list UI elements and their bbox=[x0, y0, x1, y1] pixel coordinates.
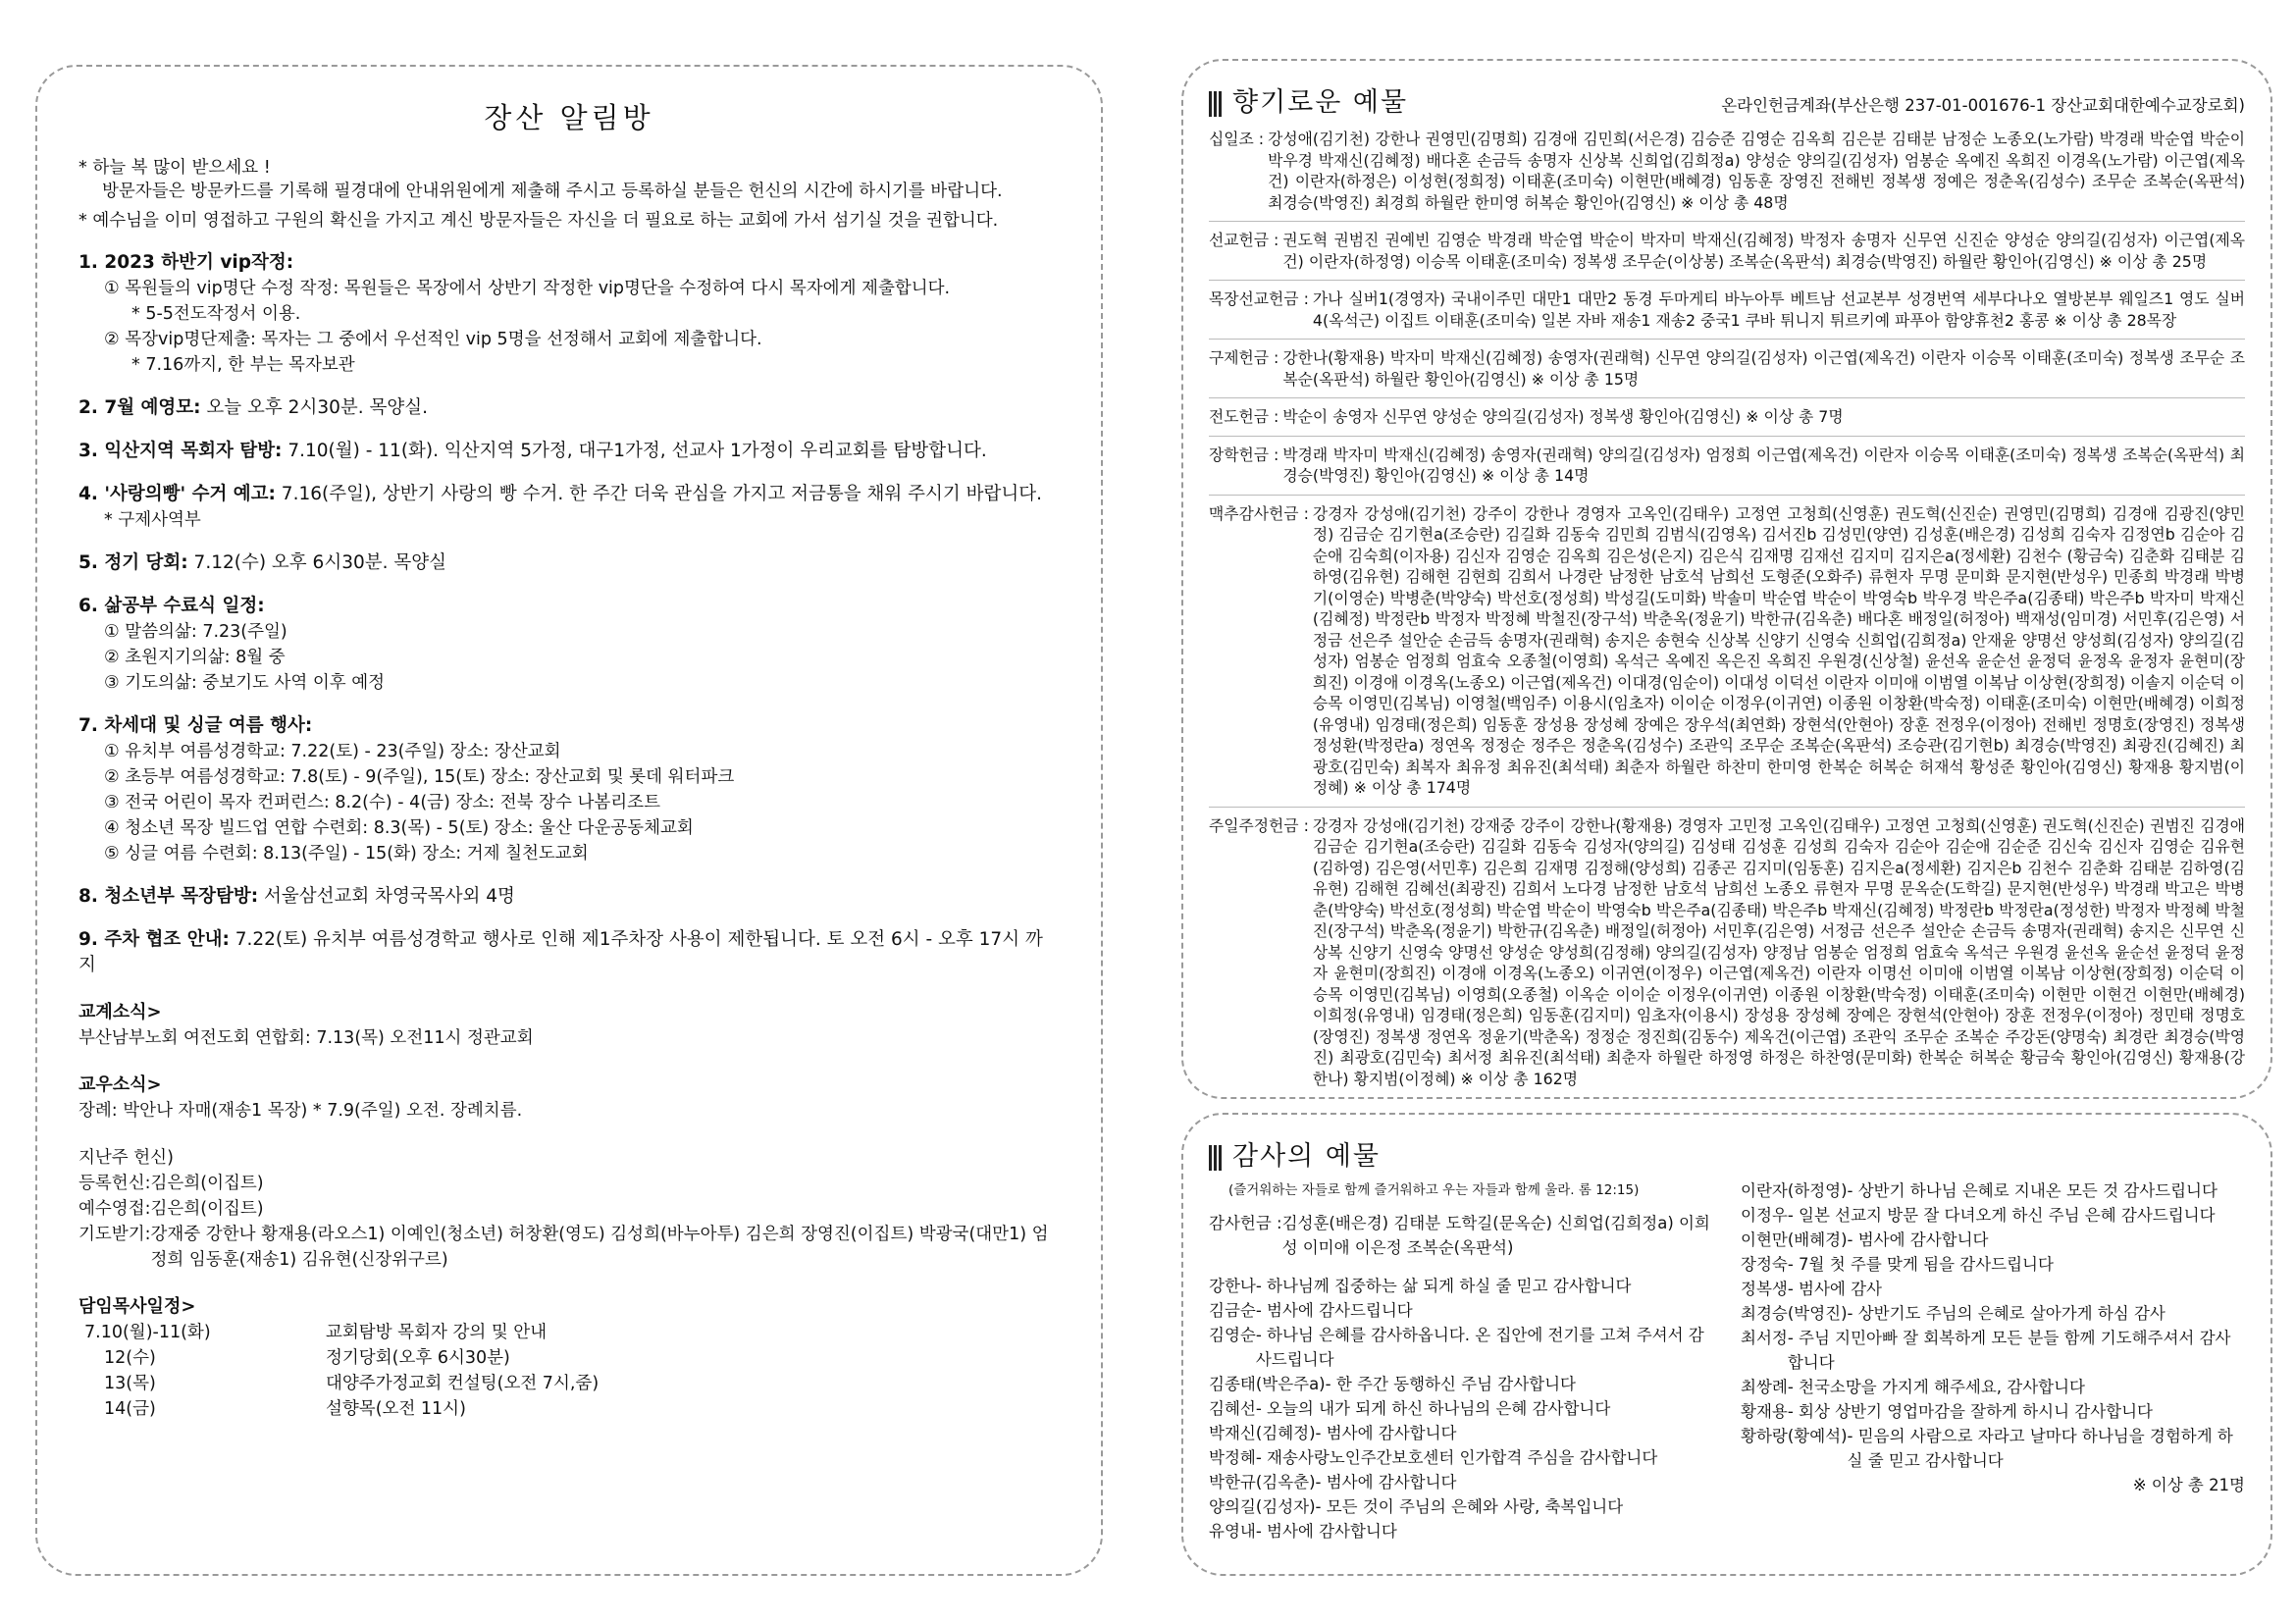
offering-label: 장학헌금 : bbox=[1209, 445, 1279, 464]
offering-names: 가나 실버1(경영자) 국내이주민 대만1 대만2 동경 두마게티 바누아투 베트남 선교본부 성경번역 세부다나오 열방본부 웨일즈1 영도 실버4(옥석근) 이집트 이태훈(조미숙) 일본 자바 재송1 재송2 중국1 쿠바 튀니지 튀르키예 파푸아 함양휴천2 홍콩 ※ 이상 총 28목장 bbox=[1312, 289, 2245, 330]
notice-sub-item: ① 목원들의 vip명단 수정 작정: 목원들은 목장에서 상반기 작정한 vip명단을 수정하여 다시 목자에게 제출합니다. bbox=[104, 279, 951, 298]
notice-item bbox=[78, 439, 1060, 464]
notice-item-body: 오늘 오후 2시30분. 목양실. bbox=[200, 397, 428, 418]
dedication-value: 김은희(이집트) bbox=[150, 1199, 264, 1219]
notice-item bbox=[78, 884, 1060, 910]
thanks-entry-message: - 모든 것이 주님의 은혜와 사랑, 축복입니다 bbox=[1315, 1497, 1624, 1516]
thanks-entry bbox=[1741, 1178, 2245, 1203]
notice-item-heading bbox=[78, 927, 1060, 978]
notice-board-panel bbox=[35, 65, 1103, 1576]
dedication-row bbox=[78, 1171, 1060, 1196]
notice-sub-item: ③ 기도의삶: 중보기도 사역 이후 예정 bbox=[104, 673, 386, 693]
dedication-label: 기도받기: bbox=[78, 1225, 151, 1244]
offering-rows bbox=[1209, 129, 2245, 1089]
thanks-offering-label: 감사헌금 : bbox=[1209, 1214, 1282, 1232]
row-divider bbox=[1209, 495, 2245, 496]
offering-header bbox=[1209, 80, 2245, 119]
thanks-right-list bbox=[1741, 1178, 2245, 1473]
title-bar-icon bbox=[1209, 91, 1223, 117]
schedule-row bbox=[78, 1345, 1060, 1371]
notice-item-title: 5. 정기 당회: bbox=[78, 552, 188, 573]
offering-row bbox=[1209, 406, 2245, 428]
thanks-entry bbox=[1209, 1323, 1713, 1372]
notice-item bbox=[78, 594, 1060, 696]
church-news-heading: 교계소식> bbox=[78, 1002, 162, 1022]
row-divider bbox=[1209, 397, 2245, 398]
notice-item-heading bbox=[78, 439, 1060, 464]
thanks-entry-message: - 범사에 감사합니다 bbox=[1315, 1473, 1457, 1492]
thanks-entry-message: - 주님 지민아빠 잘 회복하게 모든 분들 함께 기도해주셔서 감사합니다 bbox=[1787, 1329, 2231, 1372]
notice-line: * 예수님을 이미 영접하고 구원의 확신을 가지고 계신 방문자들은 자신을 더 필요로 하는 교회에 가서 섬기실 것을 권합니다. bbox=[78, 211, 999, 231]
notice-item-title: 8. 청소년부 목장탐방: bbox=[78, 886, 259, 907]
notice-item bbox=[78, 927, 1060, 978]
thanks-entry bbox=[1209, 1494, 1713, 1519]
offering-row bbox=[1209, 815, 2245, 1090]
offering-label: 구제헌금 : bbox=[1209, 348, 1279, 367]
notice-sub-item: ③ 전국 어린이 목자 컨퍼런스: 8.2(수) - 4(금) 장소: 전북 장수 나봄리조트 bbox=[104, 793, 660, 812]
thanks-left-column bbox=[1209, 1178, 1713, 1544]
offering-names: 강한나(황재용) 박자미 박재신(김혜정) 송영자(권래혁) 신무연 양의길(김성자) 이근엽(제옥건) 이란자 이승목 이태훈(조미숙) 정복생 조무순 조복순(옥판석) 하월란 황인아(김영신) ※ 이상 총 15명 bbox=[1282, 348, 2245, 389]
thanks-entry-name: 최서정 bbox=[1741, 1329, 1788, 1347]
row-divider bbox=[1209, 221, 2245, 222]
offering-row bbox=[1209, 445, 2245, 487]
notice-item-heading bbox=[78, 884, 1060, 910]
row-divider bbox=[1209, 280, 2245, 281]
thanks-total: ※ 이상 총 21명 bbox=[2132, 1476, 2245, 1494]
notice-line: * 하늘 복 많이 받으세요 ! bbox=[78, 158, 271, 178]
notice-item-body: 7.16(주일), 상반기 사랑의 빵 수거. 한 주간 더욱 관심을 가지고 저금통을 채워 주시기 바랍니다. bbox=[275, 484, 1043, 504]
thanks-entry-name: 김종태(박은주a) bbox=[1209, 1375, 1326, 1393]
offering-names: 박순이 송영자 신무연 양성순 양의길(김성자) 정복생 황인아(김영신) ※ 이상 총 7명 bbox=[1282, 407, 1844, 426]
notice-sub-item: ① 말씀의삶: 7.23(주일) bbox=[104, 622, 287, 642]
thanks-entry-message: - 하나님께 집중하는 삶 되게 하실 줄 믿고 감사합니다 bbox=[1255, 1277, 1632, 1295]
offering-label: 전도헌금 : bbox=[1209, 407, 1279, 426]
notice-item-title: 7. 차세대 및 싱글 여름 행사: bbox=[78, 715, 313, 736]
thanks-entry bbox=[1741, 1326, 2245, 1375]
dedication-label: 등록헌신: bbox=[78, 1174, 151, 1193]
notice-sub-item: ① 유치부 여름성경학교: 7.22(토) - 23(주일) 장소: 장산교회 bbox=[104, 742, 561, 761]
title-bar-icon bbox=[1209, 1145, 1223, 1171]
pastor-schedule bbox=[78, 1294, 1060, 1422]
notice-sub-item: * 구제사역부 bbox=[104, 510, 201, 530]
offering-title: 향기로운 예물 bbox=[1232, 87, 1409, 118]
offering-names: 강경자 강성애(김기천) 강재중 강주이 강한나(황재용) 경영자 고민정 고옥인(김태우) 고정연 고청희(신영훈) 권도혁(신진순) 권범진 김경애 김금순 김기현a(조승란) 김길화 김동숙 김성자(양의길) 김성태 김성훈 김성희 김숙자 김순아 김순애 김순준 김신숙 김신자 김영순 김유현(김하영) 김은영(서민후) 김은희 김재명 김정해(양성희) 김종곤 김지미(임동훈) 김지은a(정세환) 김지은b 김천수 김춘화 김태분 김하영(김유현) 김해현 김혜선(최광진) 김희서 노다경 남정한 남호석 남희선 노종오 류현자 무명 문옥순(도학길) 문지현(반성우) 박경래 박고은 박병춘(박양숙) 박선호(정성희) 박순엽 박순이 박영숙b 박은주a(김종태) 박은주b 박재신(김혜정) 박정란b 박정란a(정성한) 박정자 박정혜 박철진(장구석) 박춘옥(정윤기) 박한규(김옥춘) 배정일(허정아) 서민후(김은영) 서정금 선은주 설안순 손금득 송명자(권래혁) 송지은 신무연 신상복 신양기 신영숙 양명선 양성순 양성희(김정해) 양의길(김성자) 양정남 엄봉순 엄정희 엄효숙 옥석근 우원경 윤선옥 윤순선 윤정덕 윤정자 윤현미(장희진) 이경애 이경옥(노종오) 이귀연(이정우) 이근엽(제옥건) 이란자 이명선 이미애 이범열 이복남 이상현(장희정) 이순덕 이승목 이영민(김복님) 이영희(오종철) 이옥순 이이순 이정우(이귀연) 이종원 이창환(박숙정) 이태훈(조미숙) 이현만 이현건 이현만(배혜경) 이희정(유영내) 임경태(정은희) 임동훈(김지미) 임초자(이용시) 장성용 장성혜 장예은 장현석(안현아) 장훈 전정우(이정아) 정민태 정명호(장영진) 정복생 정연옥 정윤기(박춘옥) 정정순 정진희(김동수) 제옥건(이근엽) 조관익 조무순 조복순 주강돈(양명숙) 최경란 최경승(박영진) 최광호(김민숙) 최서정 최유진(최석태) 최춘자 하월란 하정영 하정은 하찬영(문미화) 한복순 허복순 황금숙 황인아(김영신) 황재용(강한나) 황지범(이정혜) ※ 이상 총 162명 bbox=[1312, 815, 2245, 1088]
last-week-dedication bbox=[78, 1145, 1060, 1273]
dedication-row bbox=[78, 1222, 1060, 1273]
thanks-offering-names: 김성훈(배은경) 김태분 도학길(문옥순) 신희업(김희정a) 이희성 이미애 이은정 조복순(옥판석) bbox=[1281, 1214, 1710, 1257]
offering-row bbox=[1209, 288, 2245, 331]
thanks-entry-name: 이정우 bbox=[1741, 1206, 1788, 1225]
notice-item-heading bbox=[78, 550, 1060, 576]
notice-item-body: 7.22(토) 유치부 여름성경학교 행사로 인해 제1주차장 사용이 제한됩니다. 토 오전 6시 - 오후 17시 까지 bbox=[78, 929, 1043, 975]
thanks-entry-name: 박정혜 bbox=[1209, 1448, 1256, 1467]
notice-item-title: 4. '사랑의빵' 수거 예고: bbox=[78, 484, 276, 504]
thanks-title: 감사의 예물 bbox=[1232, 1141, 1381, 1172]
schedule-text: 대양주가정교회 컨설팅(오전 7시,줌) bbox=[326, 1374, 600, 1393]
thanks-entry-name: 최경승(박영진) bbox=[1741, 1304, 1848, 1323]
thanks-entry-name: 박재신(김혜정) bbox=[1209, 1424, 1316, 1442]
thanks-entry-message: - 7월 첫 주를 맞게 됨을 감사드립니다 bbox=[1787, 1255, 2054, 1274]
thanks-entry-message: - 범사에 감사 bbox=[1787, 1280, 1882, 1298]
thanks-entry-name: 황재용 bbox=[1741, 1402, 1788, 1421]
thanks-entry bbox=[1209, 1470, 1713, 1494]
notice-sub-item: * 5-5전도작정서 이용. bbox=[131, 304, 301, 324]
thanks-entry bbox=[1741, 1252, 2245, 1277]
notice-item bbox=[78, 395, 1060, 421]
notice-item-body: 7.12(수) 오후 6시30분. 목양실 bbox=[187, 552, 446, 573]
thanks-entry bbox=[1741, 1277, 2245, 1301]
offering-label: 맥추감사헌금 : bbox=[1209, 503, 1309, 523]
thanks-entry bbox=[1209, 1396, 1713, 1421]
schedule-date: 12(수) bbox=[104, 1348, 156, 1368]
thanks-entry-name: 양의길(김성자) bbox=[1209, 1497, 1316, 1516]
notice-item bbox=[78, 550, 1060, 576]
notice-item-heading bbox=[78, 594, 1060, 619]
schedule-row bbox=[78, 1371, 1060, 1396]
schedule-row bbox=[78, 1320, 1060, 1345]
thanks-entry-message: - 오늘의 내가 되게 하신 하나님의 은혜 감사합니다 bbox=[1255, 1399, 1611, 1418]
thanks-entry-message: - 하나님 은혜를 감사하옵니다. 온 집안에 전기를 고쳐 주셔서 감사드립니다 bbox=[1255, 1326, 1704, 1369]
schedule-date: 13(목) bbox=[104, 1374, 156, 1393]
bible-verse: (즐거워하는 자들로 함께 즐거워하고 우는 자들과 함께 울라. 롬 12:15) bbox=[1228, 1182, 1640, 1198]
notice-item bbox=[78, 482, 1060, 533]
dedication-row bbox=[78, 1196, 1060, 1222]
notice-item-heading bbox=[78, 395, 1060, 421]
thanks-entry-message: - 상반기 하나님 은혜로 지내온 모든 것 감사드립니다 bbox=[1847, 1181, 2218, 1200]
notice-item bbox=[78, 250, 1060, 378]
thanks-entry-name: 이란자(하정영) bbox=[1741, 1181, 1848, 1200]
thanks-entry bbox=[1209, 1298, 1713, 1323]
thanks-entry bbox=[1741, 1203, 2245, 1228]
notice-sub-item: ② 초등부 여름성경학교: 7.8(토) - 9(주일), 15(토) 장소: 장산교회 및 롯데 워터파크 bbox=[104, 767, 735, 787]
thanks-entry-name: 이현만(배혜경) bbox=[1741, 1230, 1848, 1249]
thanks-entry-name: 황하랑(황예석) bbox=[1741, 1427, 1848, 1445]
notice-line: 방문자들은 방문카드를 기록해 필경대에 안내위원에게 제출해 주시고 등록하실 분들은 헌신의 시간에 하시기를 바랍니다. bbox=[102, 182, 1003, 201]
notice-item bbox=[78, 713, 1060, 866]
member-news bbox=[78, 1073, 1060, 1124]
notice-item-title: 2. 7월 예영모: bbox=[78, 397, 201, 418]
schedule-row bbox=[78, 1396, 1060, 1422]
thanks-entry-name: 김혜선 bbox=[1209, 1399, 1256, 1418]
offering-names: 박경래 박자미 박재신(김혜정) 송영자(권래혁) 양의길(김성자) 엄정희 이근엽(제옥건) 이란자 이승목 이태훈(조미숙) 정복생 조복순(옥판석) 최경승(박영진) 황인아(김영신) ※ 이상 총 14명 bbox=[1282, 445, 2245, 485]
thanks-entry bbox=[1209, 1421, 1713, 1445]
offering-row bbox=[1209, 129, 2245, 213]
thanks-entry bbox=[1741, 1399, 2245, 1424]
thanks-entry-name: 정복생 bbox=[1741, 1280, 1788, 1298]
schedule-text: 정기당회(오후 6시30분) bbox=[326, 1348, 510, 1368]
thanks-entry-name: 유영내 bbox=[1209, 1522, 1256, 1541]
thanks-left-list bbox=[1209, 1274, 1713, 1544]
offering-label: 선교헌금 : bbox=[1209, 231, 1279, 249]
thanks-entry-message: - 재송사랑노인주간보호센터 인가합격 주심을 감사합니다 bbox=[1255, 1448, 1658, 1467]
thanks-entry-message: - 일본 선교지 방문 잘 다녀오게 하신 주님 은혜 감사드립니다 bbox=[1787, 1206, 2216, 1225]
schedule-date: 7.10(월)-11(화) bbox=[84, 1323, 211, 1342]
schedule-text: 교회탐방 목회자 강의 및 안내 bbox=[326, 1323, 548, 1342]
dedication-label: 예수영접: bbox=[78, 1199, 151, 1219]
notice-sub-item: ⑤ 싱글 여름 수련회: 8.13(주일) - 15(화) 장소: 거제 칠천도교회 bbox=[104, 844, 589, 864]
thanks-entry-message: - 천국소망을 가지게 해주세요, 감사합니다 bbox=[1787, 1378, 2085, 1396]
offering-row bbox=[1209, 503, 2245, 799]
offering-panel bbox=[1181, 59, 2272, 1099]
offering-names: 강성애(김기천) 강한나 권영민(김명희) 김경애 김민희(서은경) 김승준 김영순 김옥희 김은분 김태분 남정순 노종오(노가람) 박경래 박순엽 박순이 박우경 박재신(김혜정) 배다혼 손금득 송명자 신상복 신희업(김희정a) 양성순 양의길(김성자) 엄봉순 옥예진 옥희진 이경옥(노가람) 이근엽(제옥건) 이란자(하정은) 이성현(정희정) 이태훈(조미숙) 이현만(배혜경) 임동훈 장영진 전해빈 정복생 정예은 정춘옥(김성수) 조무순 조복순(옥판석) 최경승(박영진) 최경희 하월란 한미영 허복순 황인아(김영신) ※ 이상 총 48명 bbox=[1268, 130, 2245, 212]
last-week-heading: 지난주 헌신) bbox=[78, 1148, 174, 1168]
thanks-entry-name: 강한나 bbox=[1209, 1277, 1256, 1295]
notice-item-body: 서울삼선교회 차영국목사외 4명 bbox=[258, 886, 515, 907]
dedication-value: 김은희(이집트) bbox=[150, 1174, 264, 1193]
schedule-date: 14(금) bbox=[104, 1399, 156, 1419]
notice-item-body: 7.10(월) - 11(화). 익산지역 5가정, 대구1가정, 선교사 1가정이 우리교회를 탐방합니다. bbox=[282, 441, 987, 461]
thanks-panel bbox=[1181, 1113, 2272, 1576]
thanks-entry-message: - 믿음의 사람으로 자라고 날마다 하나님을 경험하게 하실 줄 믿고 감사합니다 bbox=[1847, 1427, 2233, 1470]
notice-item-heading bbox=[78, 713, 1060, 739]
offering-names: 강경자 강성애(김기천) 강주이 강한나 경영자 고옥인(김태우) 고정연 고청희(신영훈) 권도혁(신진순) 권영민(김명희) 김경애 김광진(양민정) 김금순 김기현a(조승란) 김길화 김동숙 김민희 김범식(김영옥) 김서진b 김성민(양연) 김성훈(배은경) 김성희 김숙자 김정연b 김순아 김순애 김숙희(이자용) 김신자 김영순 김옥희 김은성(은지) 김은식 김재명 김재선 김지미 김지은a(정세환) 김천수 (황금숙) 김춘화 김태분 김하영(김유현) 김해현 김현희 김희서 나경란 남정한 남호석 남희선 도형준(오화주) 류현자 무명 문미화 문지현(반성우) 민종희 박경래 박병기(이영순) 박병춘(박양숙) 박선호(정성희) 박성길(도미화) 박솔미 박순엽 박순이 박영숙b 박우경 박은주a(김종태) 박은주b 박자미 박재신(김혜정) 박정란b 박정자 박정혜 박철진(장구석) 박춘옥(정윤기) 박한규(김옥춘) 배다혼 배정일(허정아) 백재성(임미경) 서민후(김은영) 서정금 선은주 설안순 손금득 송명자(권래혁) 송지은 송현숙 신상복 신양기 신영숙 신희업(김희정a) 안재윤 양명선 양성희(김성자) 양의길(김성자) 엄봉순 엄정희 엄효숙 오종철(이영희) 옥석근 옥예진 옥은진 옥희진 우원경(신상철) 윤선옥 윤순선 윤정덕 윤정옥 윤정자 윤현미(장희진) 이경애 이경옥(노종오) 이근엽(제옥건) 이대경(임순이) 이대성 이덕선 이란자 이미애 이범열 이복남 이상현(장희정) 이솔지 이순덕 이승목 이영민(김복님) 이영철(백임주) 이용시(임초자) 이이순 이정우(이귀연) 이종원 이창환(박숙정) 이태훈(조미숙) 이현만(배혜경) 이희정(유영내) 임경태(정은희) 임동훈 장성용 장성혜 장예은 장우석(최연화) 장현석(안현아) 장훈 전정우(이정아) 전해빈 정명호(장영진) 정복생 정성환(박정란a) 정연옥 정정순 정주은 정춘옥(김성수) 조관익 조무순 조복순(옥판석) 조승관(김기현b) 최경승(박영진) 최광진(김혜진) 최광호(김민숙) 최복자 최유정 최유진(최석태) 최춘자 하월란 하찬미 한미영 한복순 허복순 허재석 황성준 황인아(김영신) 황재용 황지범(이정혜) ※ 이상 총 174명 bbox=[1312, 503, 2245, 797]
offering-row bbox=[1209, 347, 2245, 390]
offering-title-wrap bbox=[1209, 80, 1408, 119]
online-account: 온라인헌금계좌(부산은행 237-01-001676-1 장산교회대한예수교장로회) bbox=[1721, 96, 2245, 115]
notice-board-title: 장산 알림방 bbox=[484, 101, 654, 134]
thanks-entry-message: - 범사에 감사합니다 bbox=[1847, 1230, 1989, 1249]
notice-item-heading bbox=[78, 250, 1060, 276]
dedication-value: 강재중 강한나 황재용(라오스1) 이예인(청소년) 허창환(영도) 김성희(바누아투) 김은희 장영진(이집트) 박광국(대만1) 엄정희 임동훈(재송1) 김유현(신장위구르) bbox=[150, 1225, 1049, 1270]
notice-item-heading bbox=[78, 482, 1060, 507]
thanks-entry bbox=[1209, 1445, 1713, 1470]
thanks-right-column bbox=[1741, 1178, 2245, 1544]
thanks-columns bbox=[1209, 1178, 2245, 1544]
thanks-entry bbox=[1741, 1228, 2245, 1252]
row-divider bbox=[1209, 339, 2245, 340]
thanks-entry-message: - 범사에 감사합니다 bbox=[1255, 1522, 1397, 1541]
thanks-entry bbox=[1209, 1372, 1713, 1396]
member-news-text: 장례: 박안나 자매(재송1 목장) * 7.9(주일) 오전. 장례치름. bbox=[78, 1101, 523, 1121]
notice-item-title: 1. 2023 하반기 vip작정: bbox=[78, 252, 294, 273]
notice-sub-item: ④ 청소년 목장 빌드업 연합 수련회: 8.3(목) - 5(토) 장소: 울산 다운공동체교회 bbox=[104, 818, 694, 838]
thanks-entry bbox=[1209, 1519, 1713, 1544]
thanks-entry-name: 장정숙 bbox=[1741, 1255, 1788, 1274]
church-news bbox=[78, 1000, 1060, 1051]
notice-sub-item: * 7.16까지, 한 부는 목자보관 bbox=[131, 355, 355, 375]
thanks-header bbox=[1209, 1134, 2245, 1173]
thanks-entry-name: 김금순 bbox=[1209, 1301, 1256, 1320]
notice-intro bbox=[78, 156, 1060, 233]
thanks-entry-message: - 상반기도 주님의 은혜로 살아가게 하심 감사 bbox=[1847, 1304, 2166, 1323]
thanks-title-wrap bbox=[1209, 1134, 1381, 1173]
thanks-entry-name: 김영순 bbox=[1209, 1326, 1256, 1344]
row-divider bbox=[1209, 436, 2245, 437]
offering-label: 십일조 : bbox=[1209, 130, 1265, 148]
thanks-entry-message: - 한 주간 동행하신 주님 감사합니다 bbox=[1325, 1375, 1576, 1393]
thanks-offering-row bbox=[1209, 1211, 1713, 1260]
notice-items bbox=[78, 250, 1060, 978]
thanks-entry bbox=[1741, 1375, 2245, 1399]
thanks-entry-message: - 회상 상반기 영업마감을 잘하게 하시니 감사합니다 bbox=[1787, 1402, 2153, 1421]
row-divider bbox=[1209, 807, 2245, 808]
notice-sub-item: ② 초원지기의삶: 8월 중 bbox=[104, 648, 286, 667]
thanks-entry-name: 최쌍례 bbox=[1741, 1378, 1788, 1396]
schedule-text: 설향목(오전 11시) bbox=[326, 1399, 466, 1419]
member-news-heading: 교우소식> bbox=[78, 1074, 162, 1095]
notice-item-title: 9. 주차 협조 안내: bbox=[78, 929, 230, 950]
offering-label: 주일주정헌금 : bbox=[1209, 815, 1309, 835]
thanks-entry-name: 박한규(김옥춘) bbox=[1209, 1473, 1316, 1492]
thanks-entry bbox=[1741, 1424, 2245, 1473]
thanks-entry bbox=[1209, 1274, 1713, 1298]
notice-item-title: 3. 익산지역 목회자 탐방: bbox=[78, 441, 283, 461]
thanks-entry bbox=[1741, 1301, 2245, 1326]
notice-item-title: 6. 삶공부 수료식 일정: bbox=[78, 596, 265, 616]
thanks-entry-message: - 범사에 감사드립니다 bbox=[1255, 1301, 1413, 1320]
offering-label: 목장선교헌금 : bbox=[1209, 289, 1309, 308]
church-news-text: 부산남부노회 여전도회 연합회: 7.13(목) 오전11시 정관교회 bbox=[78, 1028, 534, 1048]
notice-sub-item: ② 목장vip명단제출: 목자는 그 중에서 우선적인 vip 5명을 선정해서 교회에 제출합니다. bbox=[104, 330, 762, 349]
thanks-entry-message: - 범사에 감사합니다 bbox=[1315, 1424, 1457, 1442]
pastor-schedule-heading: 담임목사일정> bbox=[78, 1296, 196, 1317]
offering-row bbox=[1209, 230, 2245, 272]
offering-names: 권도혁 권범진 권예빈 김영순 박경래 박순엽 박순이 박자미 박재신(김혜정) 박정자 송명자 신무연 신진순 양성순 양의길(김성자) 이근엽(제옥건) 이란자(하정영) 이승목 이태훈(조미숙) 정복생 조무순(이상봉) 조복순(옥판석) 최경승(박영진) 하월란 황인아(김영신) ※ 이상 총 25명 bbox=[1282, 231, 2245, 271]
